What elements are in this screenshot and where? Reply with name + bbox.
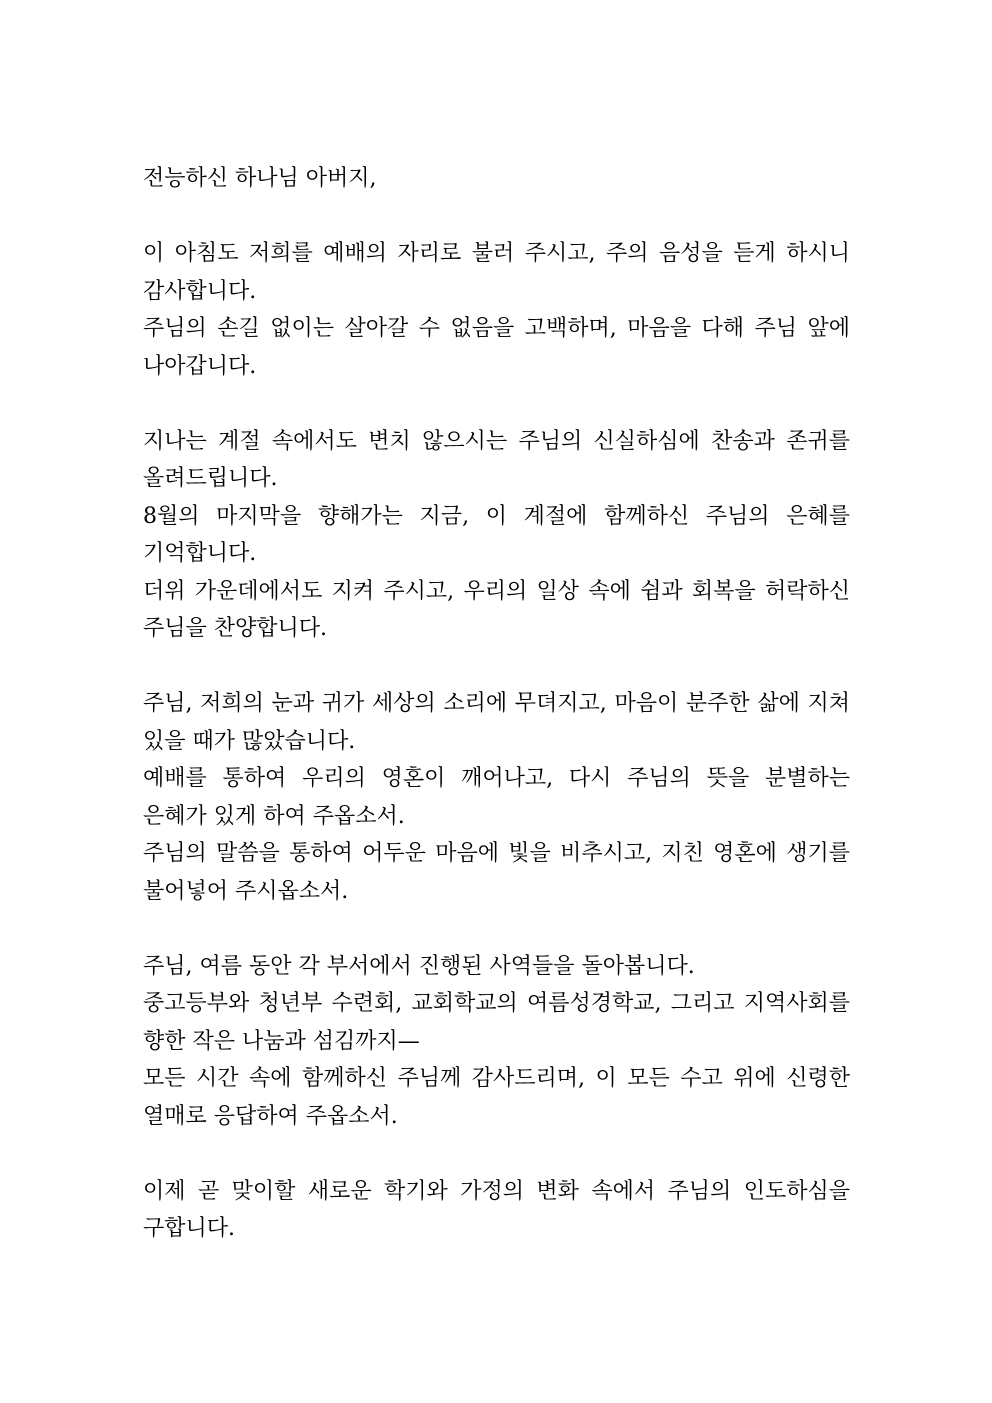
paragraph: 주님의 손길 없이는 살아갈 수 없음을 고백하며, 마음을 다해 주님 앞에 나아갑니다. <box>143 316 850 379</box>
paragraph-gap <box>143 1135 850 1173</box>
greeting: 전능하신 하나님 아버지, <box>143 166 377 191</box>
paragraph: 주님, 여름 동안 각 부서에서 진행된 사역들을 돌아봅니다. <box>143 953 695 979</box>
paragraph: 중고등부와 청년부 수련회, 교회학교의 여름성경학교, 그리고 지역사회를 향한 작은 나눔과 섬김까지— <box>143 991 850 1054</box>
prayer-text <box>143 160 850 1248</box>
paragraph: 지나는 계절 속에서도 변치 않으시는 주님의 신실하심에 찬송과 존귀를 올려드립니다. <box>143 428 850 491</box>
paragraph: 주님의 말씀을 통하여 어두운 마음에 빛을 비추시고, 지친 영혼에 생기를 불어넣어 주시옵소서. <box>143 841 850 904</box>
paragraph: 이제 곧 맞이할 새로운 학기와 가정의 변화 속에서 주님의 인도하심을 구합니다. <box>143 1178 850 1241</box>
paragraph: 더위 가운데에서도 지켜 주시고, 우리의 일상 속에 쉼과 회복을 허락하신 주님을 찬양합니다. <box>143 578 850 641</box>
paragraph: 8월의 마지막을 향해가는 지금, 이 계절에 함께하신 주님의 은혜를 기억합니다. <box>143 503 850 566</box>
paragraph-gap <box>143 910 850 948</box>
paragraph: 예배를 통하여 우리의 영혼이 깨어나고, 다시 주님의 뜻을 분별하는 은혜가 있게 하여 주옵소서. <box>143 766 850 829</box>
paragraph-gap <box>143 385 850 423</box>
paragraph: 모든 시간 속에 함께하신 주님께 감사드리며, 이 모든 수고 위에 신령한 열매로 응답하여 주옵소서. <box>143 1066 850 1129</box>
paragraph: 주님, 저희의 눈과 귀가 세상의 소리에 무뎌지고, 마음이 분주한 삶에 지쳐 있을 때가 많았습니다. <box>143 691 850 754</box>
paragraph: 이 아침도 저희를 예배의 자리로 불러 주시고, 주의 음성을 듣게 하시니 감사합니다. <box>143 241 850 304</box>
paragraph-gap <box>143 648 850 686</box>
paragraph-gap <box>143 198 850 236</box>
